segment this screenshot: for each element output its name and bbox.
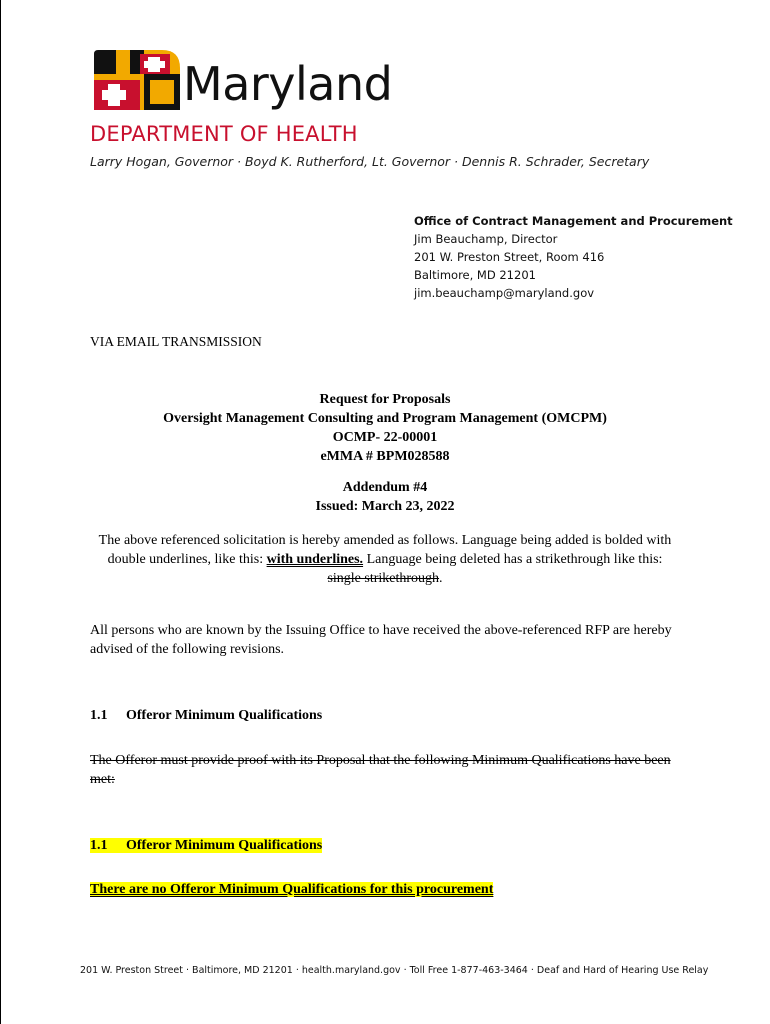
added-text: There are no Offeror Minimum Qualifications for this procurement [90,882,494,897]
department-name: DEPARTMENT OF HEALTH [90,122,358,146]
heading-title: Oversight Management Consulting and Program Management (OMCPM) [163,411,607,426]
section-number-new: 1.1 [90,838,108,853]
section-heading-deleted [90,706,322,725]
office-city: Baltimore, MD 21201 [414,268,536,282]
intro-paragraph [90,531,680,588]
page-footer: 201 W. Preston Street · Baltimore, MD 21201 · health.maryland.gov · Toll Free 1-877-463-3464 · Deaf and Hard of Hearing Use Relay [80,965,709,976]
office-street: 201 W. Preston Street, Room 416 [414,250,605,264]
page-edge [0,0,1,1024]
addendum-number: Addendum #4 [342,480,428,495]
office-address-block [414,212,733,302]
addendum-block [90,478,680,516]
heading-emma: eMMA # BPM028588 [320,449,450,464]
intro-text-1: The above referenced solicitation is hereby amended as follows. Language being added is bolded with double underlines, like this: [98,533,672,567]
transmission-method: VIA EMAIL TRANSMISSION [90,334,262,349]
office-director: Jim Beauchamp, Director [414,232,558,246]
added-paragraph [90,880,493,899]
heading-rfp: Request for Proposals [319,392,451,407]
intro-underlined-example: with underlines. [266,552,364,567]
section-title: Offeror Minimum Qualifications [126,708,323,723]
intro-strike-example: single strikethrough [327,571,440,586]
maryland-wordmark: Maryland [183,57,393,111]
officials-line: Larry Hogan, Governor · Boyd K. Rutherford, Lt. Governor · Dennis R. Schrader, Secretary [90,154,650,169]
office-name: Office of Contract Management and Procurement [414,214,733,228]
intro-text-3: . [439,571,443,586]
deleted-paragraph: The Offeror must provide proof with its Proposal that the following Minimum Qualifications have been met: [90,753,671,787]
issued-date: Issued: March 23, 2022 [315,499,455,514]
heading-ocmp: OCMP- 22-00001 [332,430,438,445]
section-title-new: Offeror Minimum Qualifications [126,838,323,853]
intro-text-2: Language being deleted has a strikethrough like this: [363,552,663,567]
advise-paragraph: All persons who are known by the Issuing Office to have received the above-referenced RFP are hereby advised of the following revisions. [90,623,672,657]
office-email: jim.beauchamp@maryland.gov [414,286,595,300]
section-heading-added [90,836,322,855]
rfp-heading [90,390,680,466]
section-number: 1.1 [90,708,108,723]
